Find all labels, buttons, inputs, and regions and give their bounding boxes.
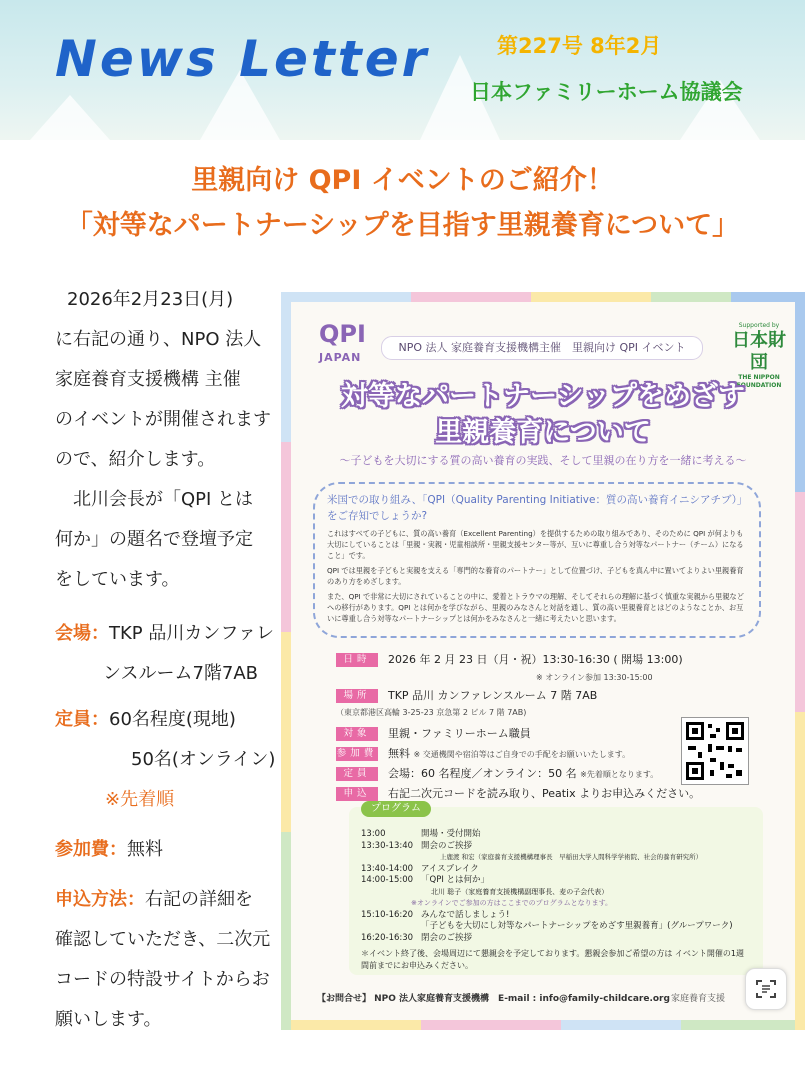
fee-tag: 参加費 [336,748,378,759]
intro-line: をしています。 [55,569,180,590]
program-text: 「QPI とは何か」 [421,875,490,885]
program-time [361,887,431,899]
intro-line: に右記の通り、NPO 法人 [55,329,262,350]
supporter-mark: 日本財団 [732,330,786,373]
apply-tag: 申込 [336,787,378,801]
program-time: 13:40-14:00 [361,863,414,874]
flyer-subtitle: 〜子どもを大切にする質の高い養育の実践、そして里親の在り方を一緒に考える〜 [339,454,747,467]
intro-line: ので、紹介します。 [55,449,216,470]
program-heading: プログラム [361,801,431,817]
venue-line [55,614,280,654]
flyer-title-line1: 対等なパートナーシップをめざす [341,381,745,412]
program-item [361,910,751,922]
detail-date [336,650,776,670]
program-item [361,933,751,945]
intro-line: 2026年2月23日(月) [67,289,234,310]
program-note: ＊イベント終了後、会場周辺にて懇親会を予定しております。懇親会参加ご希望の方は イベント開催の1週間前までにお申込みください。 [361,949,744,970]
apply-line: 確認していただき、二次元 [55,929,271,950]
border-strip [421,1020,561,1030]
qpi-description-box [313,482,761,638]
headline-sub: 「対等なパートナーシップを目指す里親養育について」 [65,210,740,241]
program-time [361,898,411,910]
newsletter-header [0,0,805,140]
newsletter-title: News Letter [55,30,430,88]
program-text: アイスブレイク [421,863,479,874]
capacity-label: 定員： [55,709,109,730]
program-text: 開会のご挨拶 [421,840,473,851]
fee-label: 参加費： [55,839,127,860]
apply-value: 右記の詳細を [145,889,253,910]
apply-line: コードの特設サイトからお [55,969,270,990]
program-item [361,875,751,887]
capacity-value: 会場：60 名程度／オンライン：50 名 [388,767,577,780]
qpi-question: 米国での取り組み、「QPI（Quality Parenting Initiative：質の高い養育イニシアチブ）」をご存知でしょうか? [327,494,743,522]
qpi-paragraph: QPI では里親を子どもと実親を支える「専門的な養育のパートナー」として位置づけ、子どもを真ん中に置いてよりよい里親養育のあり方をめざします。 [327,566,744,586]
program-item [361,841,751,853]
qpi-logo [319,322,366,370]
program-text: 上鹿渡 和宏（家庭養育支援機構理事長 早稲田大学人間科学学術院、社会的養育研究所） [440,853,703,861]
program-time: 15:10-16:20 [361,909,414,920]
program-time: 16:20-16:30 [361,932,414,943]
qpi-paragraph: これはすべての子どもに、質の高い養育（Excellent Parenting）を提供するための取り組みであり、そのために QPI が何よりも大切にしていることは「里親・実親・児童相談所・里親支援センター等が、互いに尊重し合う対等なパートナー（チーム）になること」です。 [327,529,744,560]
tree-decoration [30,95,110,140]
document-scan-icon[interactable] [745,968,787,1010]
program-text: みんなで話しましょう! [421,909,510,920]
place-tag: 場所 [336,689,378,703]
article-body [55,280,280,1040]
place-address: （東京都港区高輪 3-25-23 京急第 2 ビル 7 階 7AB) [336,708,527,717]
detail-date-online [336,670,776,686]
organization-name: 日本ファミリーホーム協議会 [470,80,743,104]
program-time: 14:00-15:00 [361,875,414,885]
intro-line: 北川会長が「QPI とは [55,489,254,510]
capacity-note: ※先着順となります。 [580,770,659,779]
supporter-label: Supported by [738,322,780,329]
capacity-tag: 定員 [336,767,378,781]
program-time [361,921,421,933]
program-time: 13:30-13:40 [361,840,414,851]
event-flyer [281,292,805,1030]
program-box [349,803,763,975]
contact-info: 【お問合せ】 NPO 法人家庭養育支援機構 E-mail : info@family-childcare.org [317,994,670,1004]
program-text: 閉会のご挨拶 [421,932,473,943]
fee-value: 無料 [127,839,163,860]
date-online: ※ オンライン参加 13:30-15:00 [536,673,653,682]
apply-line [55,880,280,920]
capacity-line [55,700,280,740]
program-text: 「子どもを大切にし対等なパートナーシップをめざす里親養育」(グループワーク) [421,921,733,931]
target-tag: 対象 [336,727,378,741]
detail-place [336,686,776,706]
apply-line: 願いします。 [55,1009,162,1030]
headline-main: 里親向け QPI イベントのご紹介！ [191,165,614,196]
intro-line: 家庭養育支援機構 主催 [55,369,241,390]
border-strip [281,1020,421,1030]
program-time [361,852,440,864]
program-item [361,898,751,910]
date-tag: 日時 [336,653,378,667]
date-value: 2026 年 2 月 23 日（月・祝）13:30-16:30 ( 開場 13:00) [388,653,683,666]
qpi-logo-sub: JAPAN [319,351,362,364]
qpi-logo-text: QPI [319,320,366,348]
program-text: 開場・受付開始 [421,829,481,839]
apply-value: 右記二次元コードを読み取り、Peatix よりお申込みください。 [388,787,701,800]
program-item [361,864,751,876]
venue-value: TKP 品川カンファレ [109,623,275,644]
program-item [361,921,751,933]
border-strip [651,292,731,302]
fee-value: 無料 [388,747,410,760]
border-strip [281,442,291,632]
fee-line [55,830,280,870]
program-text: 北川 聡子（家庭養育支援機構副理事長、麦の子会代表） [431,887,609,896]
venue-label: 会場： [55,623,109,644]
intro-line: 何か」の題名で登壇予定 [55,529,253,550]
place-value: TKP 品川 カンファレンスルーム 7 階 7AB [388,689,598,702]
program-time: 13:00 [361,829,386,839]
border-strip [281,832,291,1030]
border-strip [561,1020,681,1030]
issue-number: 第227号 8年2月 [497,34,662,58]
capacity-note: ※先着順 [105,789,175,810]
contact-org: 家庭養育支援 [671,994,726,1004]
border-strip [795,712,805,1030]
border-strip [411,292,531,302]
border-strip [531,292,651,302]
border-strip [795,492,805,712]
border-strip [681,1020,805,1030]
apply-label: 申込方法： [55,889,145,910]
flyer-title-line2: 里親養育について [435,417,651,448]
intro-line: のイベントが開催されます [55,409,271,430]
supporter-name: THE NIPPON FOUNDATION [736,374,782,389]
qpi-paragraph: また、QPI で非常に大切にされていることの中に、愛着とトラウマの理解、そしてそれらの理解に基づく慎重な実親から里親などへの移行があります。QPI とは何かを学びながら、里親のみなさんと対話を通し、質の高い里親養育とはどのようなことか、お互いに尊重し合う対等なパートナーシップとは何かをみなさんと一緒に考えたいと思います。 [327,592,744,623]
target-value: 里親・ファミリーホーム職員 [388,727,531,740]
venue-value-cont: ンスルーム7階7AB [103,663,259,684]
border-strip [281,292,411,302]
program-text: ※オンラインでご参加の方はここまでのプログラムとなります。 [411,899,613,907]
border-strip [281,632,291,832]
event-type-pill: NPO 法人 家庭養育支援機構主催 里親向け QPI イベント [381,336,703,360]
program-item [361,887,751,899]
fee-note: ※ 交通機関や宿泊等はご自身での手配をお願いいたします。 [413,750,631,759]
capacity-online: 50名(オンライン) [131,749,276,770]
program-item [361,829,751,841]
capacity-value: 60名程度(現地) [109,709,236,730]
qr-code-image[interactable] [681,717,749,785]
border-strip [731,292,805,302]
program-item [361,852,751,864]
